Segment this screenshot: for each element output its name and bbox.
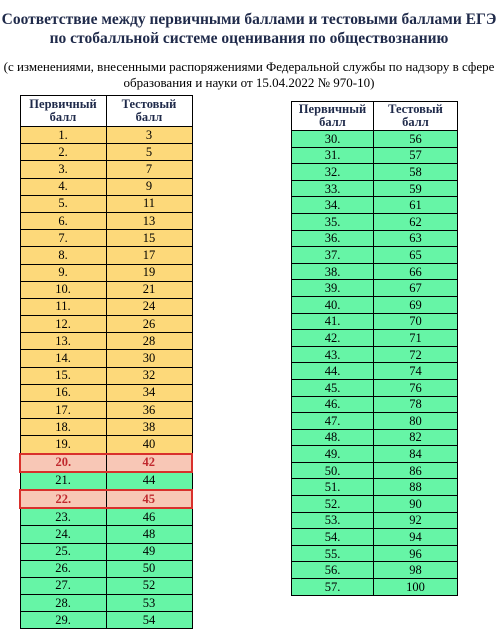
table-row (292, 479, 458, 496)
test-score-cell: 50 (106, 560, 192, 577)
test-score-cell: 26 (106, 316, 192, 333)
primary-score-cell: 40. (292, 296, 374, 313)
test-score-cell: 58 (374, 164, 458, 181)
table-row (20, 247, 192, 264)
header-test-score (106, 96, 192, 127)
table-row (20, 298, 192, 315)
table-row (292, 346, 458, 363)
table-row (20, 384, 192, 401)
primary-score-cell: 48. (292, 429, 374, 446)
amendment-note (0, 59, 498, 91)
table-row (292, 180, 458, 197)
table-row (20, 419, 192, 436)
table-row (20, 612, 192, 629)
table-row (20, 526, 192, 543)
table-row (20, 508, 192, 526)
test-score-cell: 56 (374, 131, 458, 148)
primary-score-cell: 24. (20, 526, 106, 543)
header-primary-score (292, 102, 374, 131)
test-score-cell: 71 (374, 330, 458, 347)
score-table-right-body (292, 131, 458, 596)
table-row (292, 462, 458, 479)
test-score-cell: 62 (374, 213, 458, 230)
test-score-cell: 52 (106, 577, 192, 594)
primary-score-cell: 44. (292, 363, 374, 380)
table-row (292, 446, 458, 463)
table-header-row (20, 96, 192, 127)
amendment-note-line-2: образования и науки от 15.04.2022 № 970-10) (123, 75, 375, 90)
primary-score-cell: 49. (292, 446, 374, 463)
primary-score-cell: 26. (20, 560, 106, 577)
table-row (20, 127, 192, 144)
primary-score-cell: 29. (20, 612, 106, 629)
primary-score-cell: 12. (20, 316, 106, 333)
header-test-score-line-1: Тестовый (388, 102, 443, 116)
test-score-cell: 67 (374, 280, 458, 297)
primary-score-cell: 7. (20, 230, 106, 247)
primary-score-cell: 19. (20, 436, 106, 454)
primary-score-cell: 3. (20, 161, 106, 178)
primary-score-cell: 52. (292, 496, 374, 513)
test-score-cell: 92 (374, 512, 458, 529)
primary-score-cell: 35. (292, 213, 374, 230)
primary-score-cell: 17. (20, 402, 106, 419)
primary-score-cell: 33. (292, 180, 374, 197)
score-table-right (291, 101, 458, 596)
primary-score-cell: 51. (292, 479, 374, 496)
test-score-cell: 90 (374, 496, 458, 513)
table-row (20, 264, 192, 281)
primary-score-cell: 9. (20, 264, 106, 281)
primary-score-cell: 10. (20, 281, 106, 298)
primary-score-cell: 39. (292, 280, 374, 297)
primary-score-cell: 27. (20, 577, 106, 594)
table-row (20, 472, 192, 490)
test-score-cell: 48 (106, 526, 192, 543)
test-score-cell: 49 (106, 543, 192, 560)
table-row (20, 230, 192, 247)
test-score-cell: 100 (374, 579, 458, 596)
primary-score-cell: 36. (292, 230, 374, 247)
primary-score-cell: 37. (292, 247, 374, 264)
table-row (20, 543, 192, 560)
table-row (292, 363, 458, 380)
test-score-cell: 7 (106, 161, 192, 178)
test-score-cell: 28 (106, 333, 192, 350)
test-score-cell: 57 (374, 147, 458, 164)
primary-score-cell: 54. (292, 529, 374, 546)
table-row (292, 413, 458, 430)
test-score-cell: 24 (106, 298, 192, 315)
test-score-cell: 11 (106, 195, 192, 212)
test-score-cell: 84 (374, 446, 458, 463)
test-score-cell: 44 (106, 472, 192, 490)
header-test-score (374, 102, 458, 131)
table-row (20, 436, 192, 454)
primary-score-cell: 45. (292, 379, 374, 396)
primary-score-cell: 4. (20, 178, 106, 195)
table-row (20, 212, 192, 229)
primary-score-cell: 34. (292, 197, 374, 214)
title-line-1: Соответствие между первичными баллами и тестовыми баллами ЕГЭ (1, 11, 497, 28)
header-primary-score (20, 96, 106, 127)
table-row-highlighted (20, 454, 192, 472)
primary-score-cell: 23. (20, 508, 106, 526)
table-row (292, 247, 458, 264)
primary-score-cell: 21. (20, 472, 106, 490)
primary-score-cell: 53. (292, 512, 374, 529)
header-primary-score-line-2: балл (49, 110, 77, 124)
primary-score-cell: 46. (292, 396, 374, 413)
header-test-score-line-2: балл (402, 115, 429, 129)
primary-score-cell: 41. (292, 313, 374, 330)
test-score-cell: 15 (106, 230, 192, 247)
table-header-row (292, 102, 458, 131)
test-score-cell: 76 (374, 379, 458, 396)
table-row (292, 213, 458, 230)
test-score-cell: 94 (374, 529, 458, 546)
primary-score-cell: 13. (20, 333, 106, 350)
primary-score-cell: 42. (292, 330, 374, 347)
test-score-cell: 17 (106, 247, 192, 264)
primary-score-cell: 30. (292, 131, 374, 148)
primary-score-cell: 57. (292, 579, 374, 596)
title-line-2: по стобалльной системе оценивания по обществознанию (49, 30, 449, 47)
table-row-highlighted (20, 490, 192, 508)
test-score-cell: 86 (374, 462, 458, 479)
table-row (292, 429, 458, 446)
primary-score-cell: 5. (20, 195, 106, 212)
table-row (292, 313, 458, 330)
test-score-cell: 9 (106, 178, 192, 195)
primary-score-cell: 31. (292, 147, 374, 164)
table-row (20, 367, 192, 384)
table-row (292, 263, 458, 280)
primary-score-cell: 47. (292, 413, 374, 430)
table-row (292, 379, 458, 396)
table-row (20, 144, 192, 161)
table-row (20, 195, 192, 212)
primary-score-cell: 20. (20, 454, 106, 472)
test-score-cell: 88 (374, 479, 458, 496)
table-row (20, 402, 192, 419)
primary-score-cell: 22. (20, 490, 106, 508)
table-row (292, 330, 458, 347)
table-row (20, 350, 192, 367)
page-title (0, 10, 498, 48)
primary-score-cell: 6. (20, 212, 106, 229)
test-score-cell: 38 (106, 419, 192, 436)
primary-score-cell: 11. (20, 298, 106, 315)
header-primary-score-line-1: Первичный (298, 102, 367, 116)
test-score-cell: 66 (374, 263, 458, 280)
primary-score-cell: 50. (292, 462, 374, 479)
test-score-cell: 34 (106, 384, 192, 401)
table-row (20, 577, 192, 594)
test-score-cell: 32 (106, 367, 192, 384)
table-row (20, 595, 192, 612)
table-row (292, 529, 458, 546)
table-row (20, 161, 192, 178)
primary-score-cell: 18. (20, 419, 106, 436)
test-score-cell: 78 (374, 396, 458, 413)
table-row (292, 562, 458, 579)
score-table-left (19, 95, 193, 629)
primary-score-cell: 15. (20, 367, 106, 384)
primary-score-cell: 8. (20, 247, 106, 264)
primary-score-cell: 38. (292, 263, 374, 280)
primary-score-cell: 55. (292, 545, 374, 562)
table-row (292, 147, 458, 164)
primary-score-cell: 25. (20, 543, 106, 560)
header-test-score-line-1: Тестовый (121, 97, 177, 111)
test-score-cell: 69 (374, 296, 458, 313)
table-row (292, 164, 458, 181)
test-score-cell: 98 (374, 562, 458, 579)
table-row (292, 512, 458, 529)
test-score-cell: 36 (106, 402, 192, 419)
test-score-cell: 65 (374, 247, 458, 264)
test-score-cell: 72 (374, 346, 458, 363)
test-score-cell: 45 (106, 490, 192, 508)
primary-score-cell: 2. (20, 144, 106, 161)
table-row (20, 281, 192, 298)
test-score-cell: 63 (374, 230, 458, 247)
amendment-note-line-1: (с изменениями, внесенными распоряжениями Федеральной службы по надзору в сфере (3, 59, 495, 74)
test-score-cell: 30 (106, 350, 192, 367)
header-primary-score-line-2: балл (319, 115, 346, 129)
test-score-cell: 74 (374, 363, 458, 380)
header-test-score-line-2: балл (135, 110, 163, 124)
test-score-cell: 5 (106, 144, 192, 161)
table-row (292, 496, 458, 513)
table-row (20, 333, 192, 350)
score-table-left-body (20, 127, 192, 629)
test-score-cell: 21 (106, 281, 192, 298)
table-row (20, 178, 192, 195)
table-row (292, 545, 458, 562)
test-score-cell: 46 (106, 508, 192, 526)
test-score-cell: 54 (106, 612, 192, 629)
test-score-cell: 82 (374, 429, 458, 446)
header-primary-score-line-1: Первичный (29, 97, 97, 111)
primary-score-cell: 43. (292, 346, 374, 363)
table-row (292, 396, 458, 413)
table-row (292, 280, 458, 297)
test-score-cell: 19 (106, 264, 192, 281)
test-score-cell: 13 (106, 212, 192, 229)
test-score-cell: 70 (374, 313, 458, 330)
table-row (292, 131, 458, 148)
test-score-cell: 59 (374, 180, 458, 197)
table-row (292, 230, 458, 247)
table-row (292, 579, 458, 596)
test-score-cell: 40 (106, 436, 192, 454)
test-score-cell: 80 (374, 413, 458, 430)
test-score-cell: 96 (374, 545, 458, 562)
table-row (20, 560, 192, 577)
primary-score-cell: 16. (20, 384, 106, 401)
primary-score-cell: 56. (292, 562, 374, 579)
test-score-cell: 42 (106, 454, 192, 472)
table-row (20, 316, 192, 333)
primary-score-cell: 14. (20, 350, 106, 367)
table-row (292, 197, 458, 214)
test-score-cell: 3 (106, 127, 192, 144)
test-score-cell: 61 (374, 197, 458, 214)
table-row (292, 296, 458, 313)
primary-score-cell: 28. (20, 595, 106, 612)
primary-score-cell: 32. (292, 164, 374, 181)
primary-score-cell: 1. (20, 127, 106, 144)
test-score-cell: 53 (106, 595, 192, 612)
